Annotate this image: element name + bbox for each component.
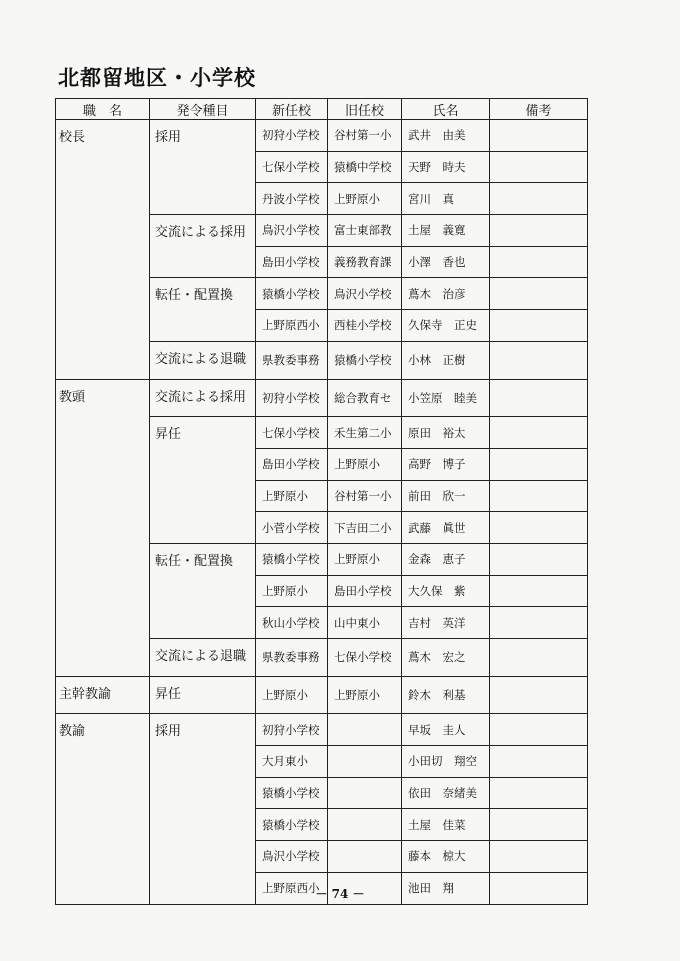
cell-remarks: [490, 379, 588, 417]
cell-new-school: 島田小学校: [256, 246, 328, 278]
cell-name: 久保寺 正史: [402, 310, 490, 342]
cell-previous-school: 富士東部教: [328, 215, 402, 247]
cell-appointment-type: 交流による退職: [150, 639, 256, 677]
table-row: [56, 379, 588, 417]
cell-new-school: 猿橋小学校: [256, 543, 328, 575]
cell-appointment-type: 交流による採用: [150, 379, 256, 417]
cell-remarks: [490, 341, 588, 379]
header-remarks: 備考: [490, 99, 588, 120]
cell-name: 金森 恵子: [402, 543, 490, 575]
cell-previous-school: 義務教育課: [328, 246, 402, 278]
cell-previous-school: 猿橋中学校: [328, 151, 402, 183]
cell-remarks: [490, 215, 588, 247]
cell-remarks: [490, 512, 588, 544]
cell-name: 池田 翔: [402, 872, 490, 904]
cell-name: 吉村 英洋: [402, 607, 490, 639]
cell-previous-school: 上野原小: [328, 183, 402, 215]
cell-new-school: 鳥沢小学校: [256, 215, 328, 247]
cell-previous-school: 下吉田二小: [328, 512, 402, 544]
cell-name: 原田 裕太: [402, 417, 490, 449]
cell-name: 早坂 圭人: [402, 714, 490, 746]
cell-new-school: 上野原西小: [256, 872, 328, 904]
cell-new-school: 七保小学校: [256, 151, 328, 183]
cell-remarks: [490, 809, 588, 841]
cell-previous-school: [328, 809, 402, 841]
cell-previous-school: 上野原小: [328, 676, 402, 714]
cell-position: 主幹教諭: [56, 676, 150, 714]
cell-position: 校長: [56, 120, 150, 380]
cell-new-school: 上野原小: [256, 575, 328, 607]
cell-previous-school: [328, 777, 402, 809]
cell-appointment-type: 昇任: [150, 676, 256, 714]
table-row: [56, 676, 588, 714]
cell-new-school: 大月東小: [256, 746, 328, 778]
cell-remarks: [490, 746, 588, 778]
cell-position: 教頭: [56, 379, 150, 676]
cell-name: 蔦木 宏之: [402, 639, 490, 677]
cell-name: 前田 欣一: [402, 480, 490, 512]
cell-new-school: 猿橋小学校: [256, 278, 328, 310]
cell-remarks: [490, 575, 588, 607]
cell-new-school: 猿橋小学校: [256, 777, 328, 809]
cell-previous-school: [328, 714, 402, 746]
cell-appointment-type: 採用: [150, 120, 256, 215]
cell-new-school: 上野原小: [256, 480, 328, 512]
header-new-school: 新任校: [256, 99, 328, 120]
cell-appointment-type: 交流による採用: [150, 215, 256, 278]
cell-remarks: [490, 480, 588, 512]
header-row: [56, 99, 588, 120]
page-title: 北都留地区・小学校: [58, 66, 256, 90]
cell-name: 小澤 香也: [402, 246, 490, 278]
cell-name: 鈴木 利基: [402, 676, 490, 714]
cell-previous-school: 上野原小: [328, 543, 402, 575]
cell-name: 小田切 翔空: [402, 746, 490, 778]
cell-new-school: 小菅小学校: [256, 512, 328, 544]
cell-new-school: 初狩小学校: [256, 120, 328, 152]
cell-name: 蔦木 治彦: [402, 278, 490, 310]
header-previous-school: 旧任校: [328, 99, 402, 120]
cell-name: 大久保 紫: [402, 575, 490, 607]
cell-remarks: [490, 120, 588, 152]
cell-appointment-type: 転任・配置換: [150, 278, 256, 341]
cell-name: 武藤 眞世: [402, 512, 490, 544]
cell-previous-school: 谷村第一小: [328, 120, 402, 152]
cell-remarks: [490, 607, 588, 639]
cell-appointment-type: 交流による退職: [150, 341, 256, 379]
cell-previous-school: 西桂小学校: [328, 310, 402, 342]
cell-previous-school: [328, 841, 402, 873]
table-row: [56, 714, 588, 746]
cell-name: 高野 博子: [402, 448, 490, 480]
cell-new-school: 七保小学校: [256, 417, 328, 449]
cell-remarks: [490, 676, 588, 714]
table-row: [56, 120, 588, 152]
cell-appointment-type: 昇任: [150, 417, 256, 544]
cell-new-school: 上野原西小: [256, 310, 328, 342]
cell-name: 天野 時夫: [402, 151, 490, 183]
cell-name: 土屋 佳菜: [402, 809, 490, 841]
cell-remarks: [490, 151, 588, 183]
cell-remarks: [490, 448, 588, 480]
cell-remarks: [490, 714, 588, 746]
cell-name: 依田 奈緒美: [402, 777, 490, 809]
cell-new-school: 鳥沢小学校: [256, 841, 328, 873]
cell-appointment-type: 転任・配置換: [150, 543, 256, 638]
cell-previous-school: 島田小学校: [328, 575, 402, 607]
cell-name: 小笠原 睦美: [402, 379, 490, 417]
cell-remarks: [490, 777, 588, 809]
cell-remarks: [490, 841, 588, 873]
cell-position: 教諭: [56, 714, 150, 904]
cell-previous-school: 七保小学校: [328, 639, 402, 677]
cell-name: 土屋 義寛: [402, 215, 490, 247]
cell-name: 小林 正樹: [402, 341, 490, 379]
cell-remarks: [490, 278, 588, 310]
cell-appointment-type: 採用: [150, 714, 256, 904]
cell-new-school: 島田小学校: [256, 448, 328, 480]
header-position: 職 名: [56, 99, 150, 120]
cell-name: 武井 由美: [402, 120, 490, 152]
cell-new-school: 猿橋小学校: [256, 809, 328, 841]
cell-remarks: [490, 417, 588, 449]
page-number: － 74 －: [315, 887, 365, 901]
header-name: 氏名: [402, 99, 490, 120]
cell-name: 宮川 真: [402, 183, 490, 215]
cell-new-school: 県教委事務: [256, 639, 328, 677]
header-appointment-type: 発令種目: [150, 99, 256, 120]
cell-previous-school: 猿橋小学校: [328, 341, 402, 379]
cell-new-school: 上野原小: [256, 676, 328, 714]
cell-new-school: 秋山小学校: [256, 607, 328, 639]
cell-new-school: 初狩小学校: [256, 379, 328, 417]
cell-remarks: [490, 310, 588, 342]
cell-remarks: [490, 639, 588, 677]
personnel-table: [55, 98, 588, 905]
cell-previous-school: 谷村第一小: [328, 480, 402, 512]
cell-new-school: 丹波小学校: [256, 183, 328, 215]
cell-previous-school: 禾生第二小: [328, 417, 402, 449]
cell-previous-school: 鳥沢小学校: [328, 278, 402, 310]
cell-previous-school: [328, 746, 402, 778]
cell-new-school: 県教委事務: [256, 341, 328, 379]
cell-remarks: [490, 183, 588, 215]
cell-previous-school: 上野原小: [328, 448, 402, 480]
cell-new-school: 初狩小学校: [256, 714, 328, 746]
cell-previous-school: 総合教育セ: [328, 379, 402, 417]
cell-remarks: [490, 543, 588, 575]
cell-name: 藤本 椋大: [402, 841, 490, 873]
cell-remarks: [490, 246, 588, 278]
cell-previous-school: 山中東小: [328, 607, 402, 639]
